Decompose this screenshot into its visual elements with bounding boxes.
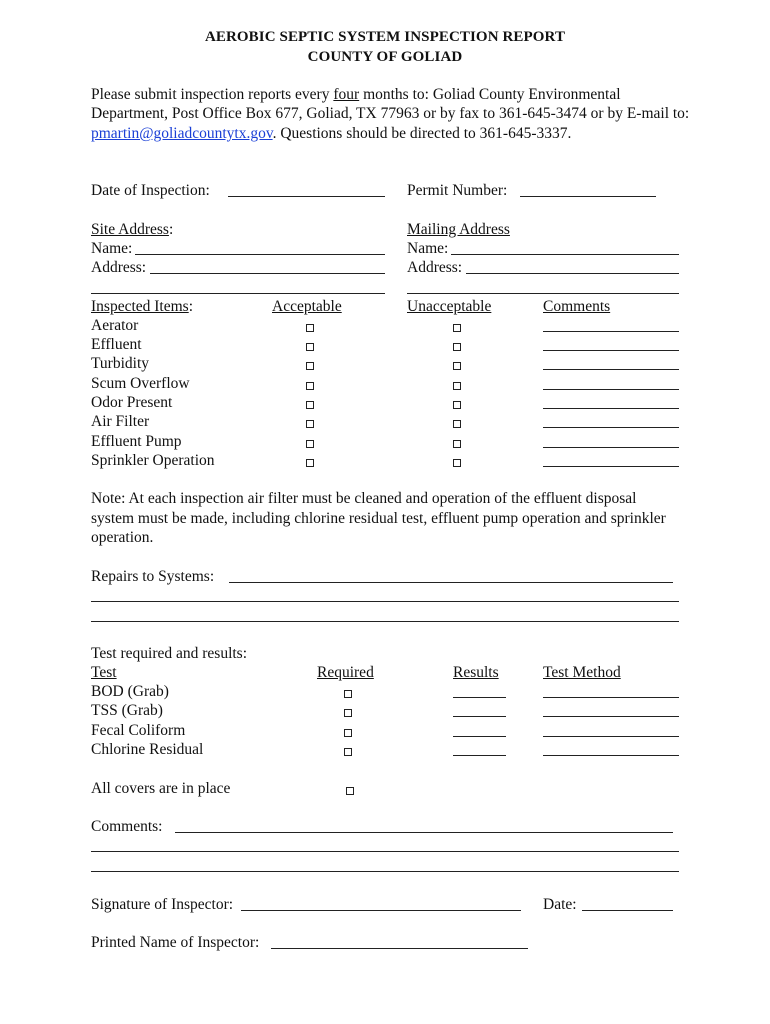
comments-header: Comments — [543, 298, 611, 315]
item-label: Effluent Pump — [91, 433, 182, 450]
item-label: Effluent — [91, 336, 142, 353]
permit-number-field[interactable] — [520, 196, 656, 197]
mailing-address-label: Address: — [407, 259, 463, 276]
mailing-address-field-2[interactable] — [407, 293, 679, 294]
item-label: Aerator — [91, 317, 139, 334]
results-field[interactable] — [453, 697, 506, 698]
note-line-2: system must be made, including chlorine residual test, effluent pump operation and sprinkler — [91, 510, 666, 527]
date-of-inspection-label: Date of Inspection: — [91, 182, 210, 199]
acceptable-checkbox[interactable] — [306, 459, 314, 467]
required-header: Required — [317, 664, 374, 681]
intro-four-underlined: four — [333, 86, 360, 103]
unacceptable-checkbox[interactable] — [453, 362, 461, 370]
acceptable-checkbox[interactable] — [306, 343, 314, 351]
item-label: Scum Overflow — [91, 375, 190, 392]
test-method-field[interactable] — [543, 755, 679, 756]
acceptable-checkbox[interactable] — [306, 420, 314, 428]
date-of-inspection-field[interactable] — [228, 196, 385, 197]
unacceptable-checkbox[interactable] — [453, 401, 461, 409]
required-checkbox[interactable] — [344, 709, 352, 717]
inspected-items-header — [91, 298, 193, 316]
covers-label: All covers are in place — [91, 780, 231, 797]
intro-text: . Questions should be directed to 361-645-3337. — [272, 125, 572, 142]
permit-number-label: Permit Number: — [407, 182, 508, 199]
comment-field[interactable] — [543, 466, 679, 467]
test-method-header: Test Method — [543, 664, 621, 681]
mailing-name-label: Name: — [407, 240, 449, 257]
report-subtitle: COUNTY OF GOLIAD — [307, 49, 463, 65]
printed-name-field[interactable] — [271, 948, 528, 949]
site-address-colon: : — [168, 221, 174, 238]
required-checkbox[interactable] — [344, 748, 352, 756]
email-link[interactable]: pmartin@goliadcountytx.gov — [91, 125, 273, 142]
item-label: Odor Present — [91, 394, 173, 411]
test-label: Fecal Coliform — [91, 722, 186, 739]
unacceptable-checkbox[interactable] — [453, 459, 461, 467]
comment-field[interactable] — [543, 369, 679, 370]
results-field[interactable] — [453, 736, 506, 737]
site-name-label: Name: — [91, 240, 133, 257]
signature-date-label: Date: — [543, 896, 577, 913]
comments-label: Comments: — [91, 818, 163, 835]
comments-field[interactable] — [175, 832, 673, 833]
mailing-address-heading: Mailing Address — [407, 221, 510, 238]
site-address-field-2[interactable] — [91, 293, 385, 294]
comment-field[interactable] — [543, 331, 679, 332]
site-address-field[interactable] — [150, 273, 385, 274]
intro-text: months to: Goliad County Environmental — [359, 86, 621, 103]
required-checkbox[interactable] — [344, 690, 352, 698]
mailing-name-field[interactable] — [451, 254, 679, 255]
unacceptable-checkbox[interactable] — [453, 324, 461, 332]
repairs-field[interactable] — [229, 582, 673, 583]
acceptable-checkbox[interactable] — [306, 401, 314, 409]
intro-text: Please submit inspection reports every — [91, 86, 334, 103]
repairs-field-3[interactable] — [91, 621, 679, 622]
unacceptable-checkbox[interactable] — [453, 343, 461, 351]
acceptable-checkbox[interactable] — [306, 440, 314, 448]
covers-checkbox[interactable] — [346, 787, 354, 795]
site-address-heading-text: Site Address — [91, 221, 169, 238]
inspected-items-colon: : — [188, 298, 194, 315]
site-name-field[interactable] — [135, 254, 385, 255]
test-method-field[interactable] — [543, 697, 679, 698]
results-field[interactable] — [453, 755, 506, 756]
test-label: TSS (Grab) — [91, 702, 163, 719]
unacceptable-header: Unacceptable — [407, 298, 492, 315]
tests-intro: Test required and results: — [91, 645, 248, 662]
repairs-field-2[interactable] — [91, 601, 679, 602]
repairs-label: Repairs to Systems: — [91, 568, 215, 585]
comments-field-2[interactable] — [91, 851, 679, 852]
test-method-field[interactable] — [543, 736, 679, 737]
report-title: AEROBIC SEPTIC SYSTEM INSPECTION REPORT — [204, 29, 566, 45]
acceptable-checkbox[interactable] — [306, 382, 314, 390]
mailing-address-field[interactable] — [466, 273, 679, 274]
test-label: BOD (Grab) — [91, 683, 169, 700]
acceptable-checkbox[interactable] — [306, 362, 314, 370]
unacceptable-checkbox[interactable] — [453, 420, 461, 428]
acceptable-checkbox[interactable] — [306, 324, 314, 332]
inspected-items-header-text: Inspected Items — [91, 298, 189, 315]
comment-field[interactable] — [543, 408, 679, 409]
test-label: Chlorine Residual — [91, 741, 204, 758]
intro-line-2: Department, Post Office Box 677, Goliad, TX 77963 or by fax to 361-645-3474 or by E-mail to: — [91, 105, 690, 122]
signature-date-field[interactable] — [582, 910, 673, 911]
signature-field[interactable] — [241, 910, 521, 911]
test-header: Test — [91, 664, 117, 681]
results-header: Results — [453, 664, 499, 681]
site-address-label: Address: — [91, 259, 147, 276]
test-method-field[interactable] — [543, 716, 679, 717]
required-checkbox[interactable] — [344, 729, 352, 737]
comment-field[interactable] — [543, 350, 679, 351]
signature-label: Signature of Inspector: — [91, 896, 234, 913]
intro-line-3 — [91, 125, 571, 143]
note-line-1: Note: At each inspection air filter must be cleaned and operation of the effluent disposal — [91, 490, 637, 507]
comments-field-3[interactable] — [91, 871, 679, 872]
note-line-3: operation. — [91, 529, 154, 546]
comment-field[interactable] — [543, 447, 679, 448]
comment-field[interactable] — [543, 427, 679, 428]
item-label: Turbidity — [91, 355, 150, 372]
intro-line-1 — [91, 86, 621, 104]
unacceptable-checkbox[interactable] — [453, 382, 461, 390]
site-address-heading — [91, 221, 173, 239]
acceptable-header: Acceptable — [272, 298, 342, 315]
printed-name-label: Printed Name of Inspector: — [91, 934, 260, 951]
item-label: Sprinkler Operation — [91, 452, 215, 469]
item-label: Air Filter — [91, 413, 150, 430]
comment-field[interactable] — [543, 389, 679, 390]
results-field[interactable] — [453, 716, 506, 717]
unacceptable-checkbox[interactable] — [453, 440, 461, 448]
